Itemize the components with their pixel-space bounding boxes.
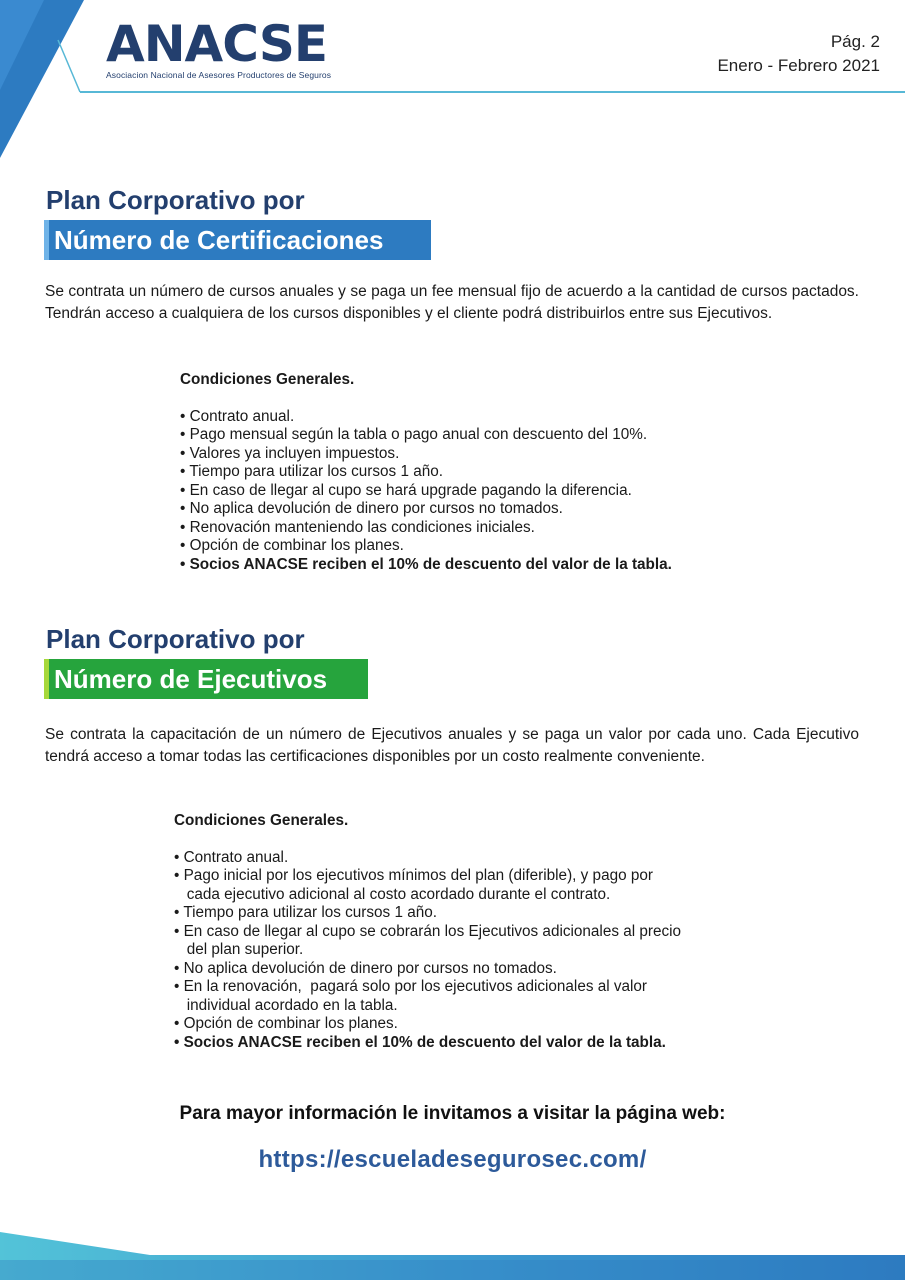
- condition-item: • En caso de llegar al cupo se hará upgrade pagando la diferencia.: [180, 481, 632, 499]
- condition-item: • No aplica devolución de dinero por cursos no tomados.: [180, 500, 563, 517]
- banner-edge: [44, 220, 49, 260]
- condition-item: • Valores ya incluyen impuestos.: [180, 444, 400, 462]
- issue-period: Enero - Febrero 2021: [717, 56, 880, 75]
- condition-item: • No aplica devolución de dinero por cursos no tomados.: [174, 959, 557, 977]
- condition-item: • Opción de combinar los planes.: [174, 1015, 398, 1032]
- condition-item: • Pago inicial por los ejecutivos mínimos del plan (diferible), y pago por: [174, 867, 653, 884]
- section2-conditions: [174, 812, 681, 1052]
- condition-item: del plan superior.: [174, 941, 304, 958]
- condition-item: • Renovación manteniendo las condiciones iniciales.: [180, 518, 535, 536]
- section1-banner-text: Número de Certificaciones: [54, 224, 384, 255]
- condition-item: • Tiempo para utilizar los cursos 1 año.: [174, 904, 437, 921]
- section1-title: Plan Corporativo por: [46, 185, 305, 215]
- more-info-text: Para mayor información le invitamos a visitar la página web:: [179, 1103, 726, 1124]
- section1-banner: [44, 220, 431, 260]
- condition-item: • Tiempo para utilizar los cursos 1 año.: [180, 463, 443, 480]
- section2-conditions-title: Condiciones Generales.: [174, 812, 349, 829]
- logo-text: ANACSE: [106, 15, 328, 73]
- section1-conditions-title: Condiciones Generales.: [180, 371, 355, 388]
- condition-item: • Opción de combinar los planes.: [180, 537, 404, 554]
- condition-item: • En caso de llegar al cupo se cobrarán los Ejecutivos adicionales al precio: [174, 922, 682, 940]
- section2-paragraph: Se contrata la capacitación de un número de Ejecutivos anuales y se paga un valor por cada uno. Cada Ejecutivo tendrá acceso a tomar todas las certificaciones disponibles por un costo realmente conveniente.: [45, 726, 859, 765]
- anacse-logo: [106, 15, 332, 80]
- condition-item: • Contrato anual.: [174, 848, 289, 866]
- condition-item-highlight: • Socios ANACSE reciben el 10% de descuento del valor de la tabla.: [180, 555, 672, 573]
- section2-banner-text: Número de Ejecutivos: [54, 663, 328, 694]
- condition-item-highlight: • Socios ANACSE reciben el 10% de descuento del valor de la tabla.: [174, 1033, 666, 1051]
- condition-item: cada ejecutivo adicional al costo acordado durante el contrato.: [174, 885, 611, 903]
- footer-band: [0, 1222, 905, 1280]
- website-link[interactable]: https://escueladesegurosec.com/: [258, 1146, 647, 1173]
- condition-item: • En la renovación, pagará solo por los ejecutivos adicionales al valor: [174, 978, 648, 995]
- condition-item: • Pago mensual según la tabla o pago anual con descuento del 10%.: [180, 426, 648, 443]
- section2-banner: [44, 659, 368, 699]
- banner-edge: [44, 659, 49, 699]
- section2-title: Plan Corporativo por: [46, 624, 305, 654]
- section1-paragraph: Se contrata un número de cursos anuales y se paga un fee mensual fijo de acuerdo a la cantidad de cursos pactados. Tendrán acceso a cualquiera de los cursos disponibles y el cliente podrá distribuirlos entre sus Ejecutivos.: [45, 283, 859, 322]
- condition-item: individual acordado en la tabla.: [174, 996, 398, 1014]
- page-meta: [717, 30, 880, 78]
- logo-subtitle: Asociacion Nacional de Asesores Productores de Seguros: [106, 70, 332, 80]
- condition-item: • Contrato anual.: [180, 407, 295, 425]
- section1-conditions: [180, 371, 672, 574]
- page-number: Pág. 2: [830, 32, 880, 51]
